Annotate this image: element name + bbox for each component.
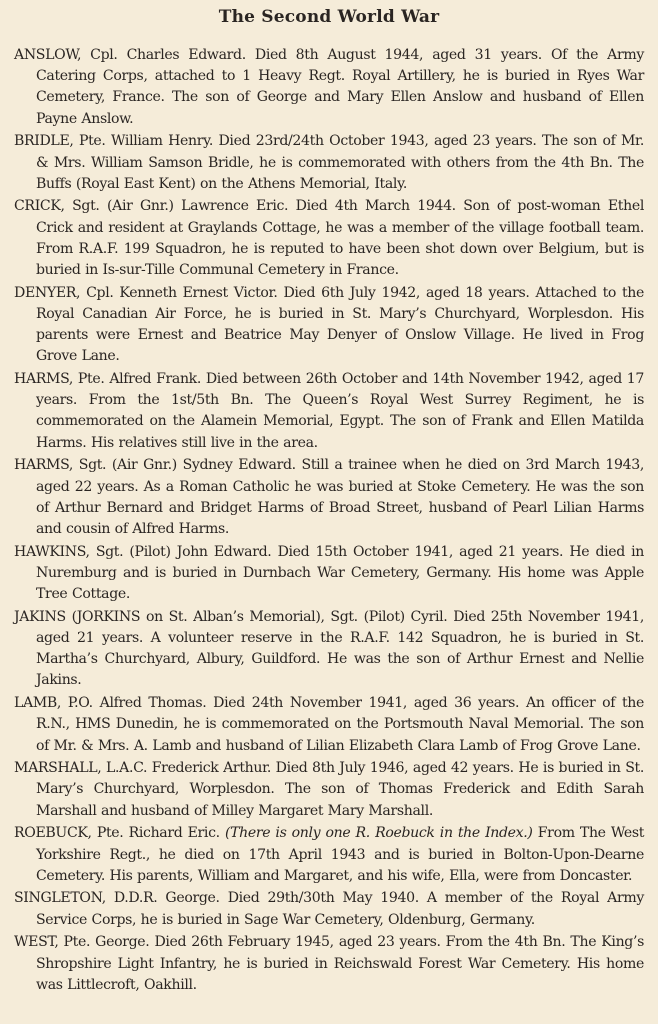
entry-jakins (14, 607, 644, 692)
entry-name: SINGLETON, D.D.R. George. (14, 890, 220, 907)
entry-name: ANSLOW, Cpl. Charles Edward. (14, 47, 246, 63)
entry-text: Died between 26th October and 14th November 1942, aged 17 years. From the 1st/5th Bn. The Queen’s Royal West Surrey Regiment, he is commemorated on the Alamein Memorial, Egypt. The son of Frank and Ellen Matilda Harms. His relatives still live in the area. (36, 371, 644, 451)
entry-harms-alfred (14, 369, 644, 454)
entry-text: Died 23rd/24th October 1943, aged 23 years. The son of Mr. & Mrs. William Samson Bridle, he is commemorated with others from the 4th Bn. The Buffs (Royal East Kent) on the Athens Memorial, Italy. (36, 133, 645, 192)
entry-west (14, 932, 644, 996)
entry-name: BRIDLE, Pte. William Henry. (14, 133, 213, 150)
entry-marshall (14, 758, 644, 822)
entry-name: JAKINS (JORKINS on St. Alban’s Memorial), Sgt. (Pilot) Cyril. (14, 608, 448, 625)
entry-denyer (14, 283, 644, 368)
entry-text: Died 29th/30th May 1940. A member of the Royal Army Service Corps, he is buried in Sage War Cemetery, Oldenburg, Germany. (36, 890, 644, 928)
entry-text: Died 15th October 1941, aged 21 years. He died in Nuremburg and is buried in Durnbach War Cemetery, Germany. His home was Apple Tree Cottage. (36, 543, 644, 603)
entry-singleton (14, 888, 644, 930)
entry-name: LAMB, P.O. Alfred Thomas. (14, 695, 207, 712)
entry-hawkins (14, 542, 644, 606)
entry-name: WEST, Pte. George. (14, 934, 150, 951)
page-title: The Second World War (218, 7, 440, 27)
entry-anslow (14, 45, 644, 130)
entry-name: DENYER, Cpl. Kenneth Ernest Victor. (14, 284, 278, 301)
entry-name: HARMS, Pte. Alfred Frank. (14, 371, 201, 388)
entry-text: Died 6th July 1942, aged 18 years. Attached to the Royal Canadian Air Force, he is buried in St. Mary’s Churchyard, Worplesdon. His parents were Ernest and Beatrice May Denyer of Onslow Village. He lived in Frog Grove Lane. (36, 284, 644, 365)
entry-name: CRICK, Sgt. (Air Gnr.) Lawrence Eric. (14, 198, 289, 215)
entry-text: Died 8th August 1944, aged 31 years. Of the Army Catering Corps, attached to 1 Heavy Regt. Royal Artillery, he is buried in Ryes War Cemetery, France. The son of George and Mary Ellen Anslow and husband of Ellen Payne Anslow. (36, 47, 644, 127)
entry-text: Died 24th November 1941, aged 36 years. An officer of the R.N., HMS Dunedin, he is commemorated on the Portsmouth Naval Memorial. The son of Mr. & Mrs. A. Lamb and husband of Lilian Elizabeth Clara Lamb of Frog Grove Lane. (36, 695, 645, 754)
entry-bridle (14, 131, 644, 195)
entry-name: MARSHALL, L.A.C. Frederick Arthur. (14, 760, 272, 777)
entry-text: Died 8th July 1946, aged 42 years. He is buried in St. Mary’s Churchyard, Worplesdon. The son of Thomas Frederick and Edith Sarah Marshall and husband of Milley Margaret Mary Marshall. (36, 760, 645, 819)
entry-text: Died 4th March 1944. Son of post-woman Ethel Crick and resident at Graylands Cottage, he was a member of the village football team. From R.A.F. 199 Squadron, he is reputed to have been shot down over Belgium, but is buried in Is-sur-Tille Communal Cemetery in France. (36, 198, 644, 279)
entries-list (14, 45, 644, 996)
entry-text: Died 25th November 1941, aged 21 years. A volunteer reserve in the R.A.F. 142 Squadron, he is buried in St. Martha’s Churchyard, Albury, Guildford. He was the son of Arthur Ernest and Nellie Jakins. (36, 608, 644, 689)
entry-roebuck (14, 823, 644, 887)
entry-harms-sydney (14, 455, 644, 540)
entry-text: Still a trainee when he died on 3rd March 1943, aged 22 years. As a Roman Catholic he was buried at Stoke Cemetery. He was the son of Arthur Bernard and Bridget Harms of Broad Street, husband of Pearl Lilian Harms and cousin of Alfred Harms. (36, 457, 645, 537)
entry-lamb (14, 693, 644, 757)
entry-name: HARMS, Sgt. (Air Gnr.) Sydney Edward. (14, 457, 296, 474)
entry-note: (There is only one R. Roebuck in the Index.) (224, 825, 533, 842)
entry-name: ROEBUCK, Pte. Richard Eric. (14, 825, 220, 842)
entry-crick (14, 196, 644, 281)
entry-text: Died 26th February 1945, aged 23 years. From the 4th Bn. The King’s Shropshire Light Infantry, he is buried in Reichswald Forest War Cemetery. His home was Littlecroft, Oakhill. (36, 934, 644, 993)
entry-text: From The West Yorkshire Regt., he died on 17th April 1943 and is buried in Bolton-Upon-Dearne Cemetery. His parents, William and Margaret, and his wife, Ella, were from Doncaster. (36, 825, 645, 884)
entry-name: HAWKINS, Sgt. (Pilot) John Edward. (14, 543, 272, 560)
